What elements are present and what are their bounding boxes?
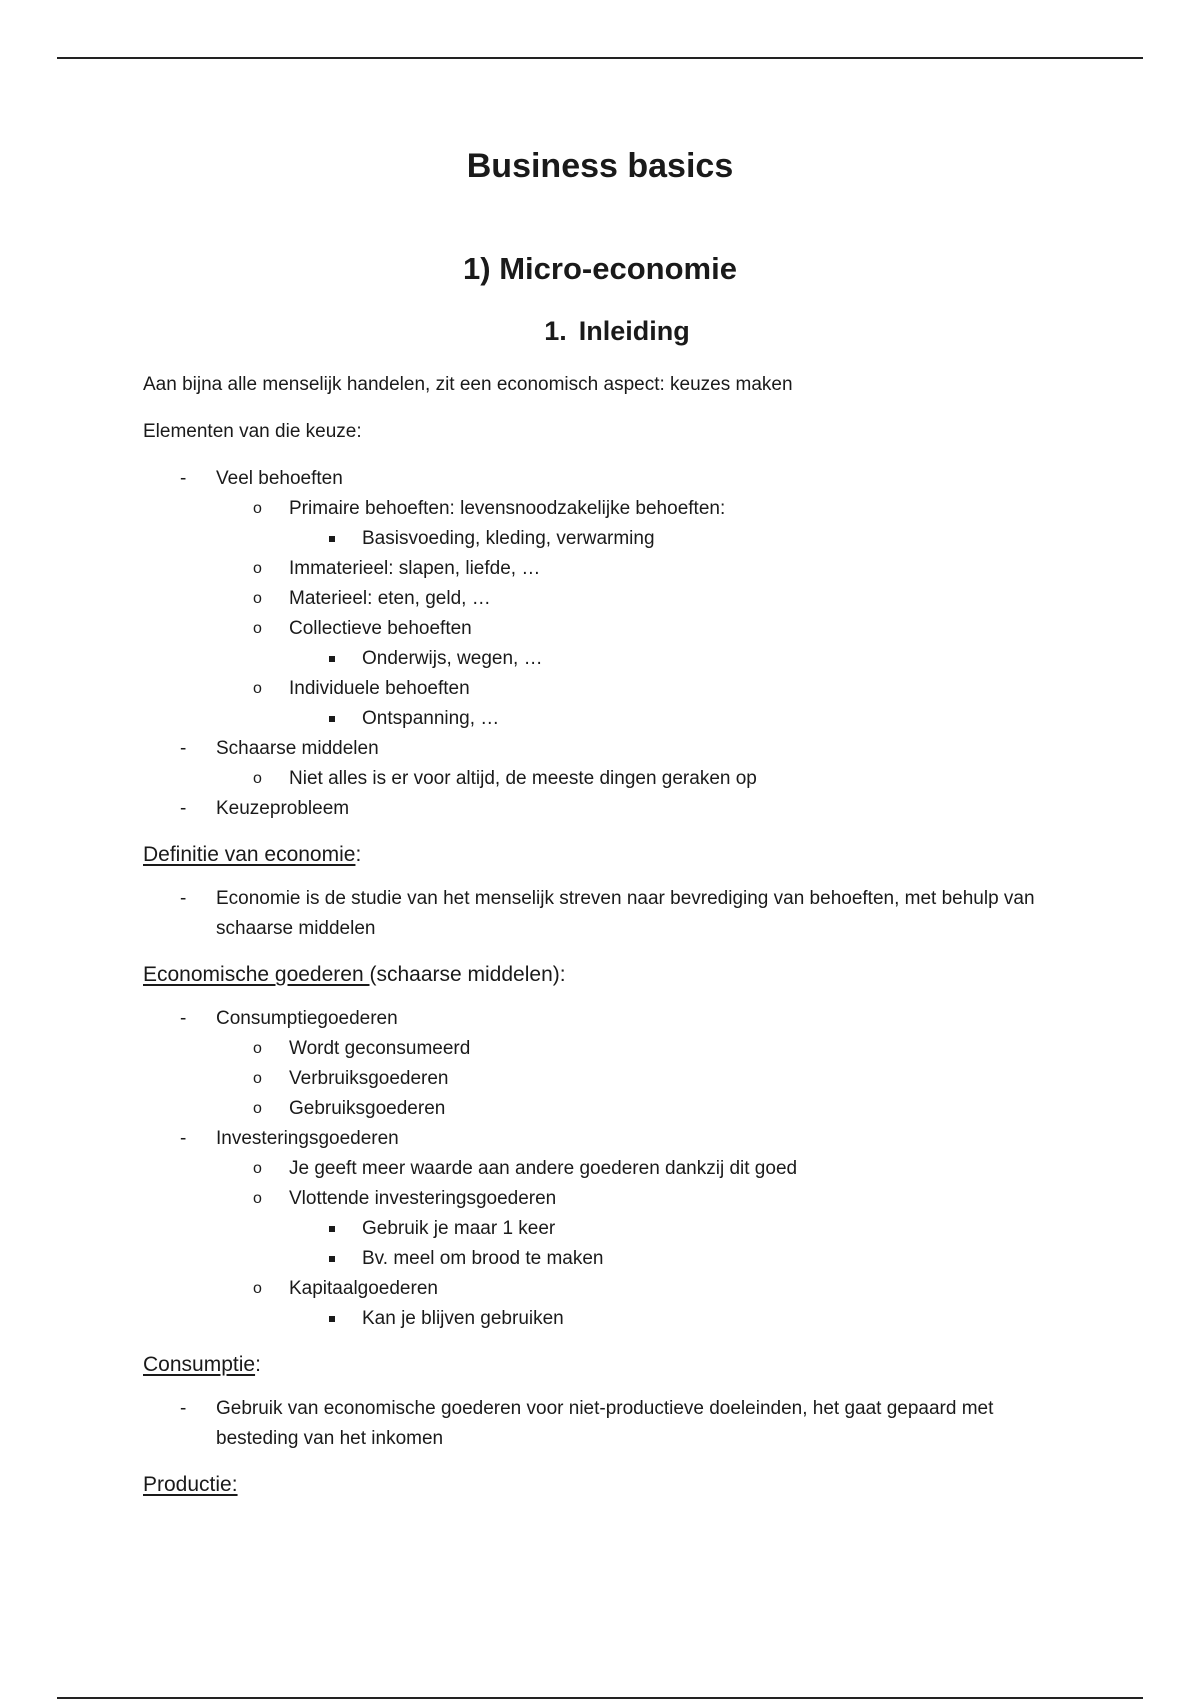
list-item-text: Veel behoeften <box>216 468 343 489</box>
sublist <box>143 1154 1063 1334</box>
square-bullet <box>329 656 335 662</box>
list-item-text: Consumptiegoederen <box>216 1008 398 1029</box>
document-title: Business basics <box>466 147 734 185</box>
dash-bullet: - <box>180 468 187 489</box>
goederen-heading-suffix: (schaarse middelen): <box>369 963 566 986</box>
circle-bullet: o <box>253 1280 262 1297</box>
list-item-text: Economie is de studie van het menselijk streven naar bevrediging van behoeften, met behulp van schaarse middelen <box>216 888 1035 939</box>
heading-colon: : <box>355 843 362 866</box>
list-item <box>289 1244 1063 1274</box>
dash-bullet: - <box>180 888 187 909</box>
circle-bullet: o <box>253 1190 262 1207</box>
list-item-text: Immaterieel: slapen, liefde, … <box>289 558 541 579</box>
goederen-heading <box>143 960 1063 990</box>
elements-intro: Elementen van die keuze: <box>143 421 362 442</box>
dash-bullet: - <box>180 1128 187 1149</box>
definitie-list <box>143 884 1063 944</box>
section-number: 1. <box>544 316 567 346</box>
list-item-text: Basisvoeding, kleding, verwarming <box>362 528 655 549</box>
list-item-text: Individuele behoeften <box>289 678 470 699</box>
sublist <box>216 644 1063 674</box>
list-item-text: Verbruiksgoederen <box>289 1068 449 1089</box>
sublist <box>216 524 1063 554</box>
list-item <box>216 1154 1063 1184</box>
goederen-list <box>143 1004 1063 1334</box>
productie-heading-text: Productie: <box>143 1473 238 1496</box>
list-item-text: Gebruiksgoederen <box>289 1098 446 1119</box>
list-item-text: Kan je blijven gebruiken <box>362 1308 564 1329</box>
sublist <box>143 494 1063 734</box>
dash-bullet: - <box>180 798 187 819</box>
list-item <box>216 1094 1063 1124</box>
list-item <box>216 1274 1063 1334</box>
list-item <box>216 494 1063 554</box>
list-item-text: Vlottende investeringsgoederen <box>289 1188 557 1209</box>
dash-bullet: - <box>180 738 187 759</box>
list-item <box>143 464 1063 734</box>
list-item <box>216 764 1063 794</box>
goederen-heading-text: Economische goederen <box>143 963 370 986</box>
list-item <box>289 644 1063 674</box>
list-item-text: Materieel: eten, geld, … <box>289 588 491 609</box>
list-item-text: Keuzeprobleem <box>216 798 350 819</box>
list-item-text: Ontspanning, … <box>362 708 500 729</box>
list-item <box>216 584 1063 614</box>
intro-paragraph: Aan bijna alle menselijk handelen, zit een economisch aspect: keuzes maken <box>143 374 793 395</box>
list-item <box>289 1304 1063 1334</box>
square-bullet <box>329 1316 335 1322</box>
list-item <box>216 1064 1063 1094</box>
consumptie-heading-text: Consumptie <box>143 1353 256 1376</box>
square-bullet <box>329 716 335 722</box>
list-item <box>289 1214 1063 1244</box>
consumptie-list <box>143 1394 1063 1454</box>
list-item-text: Kapitaalgoederen <box>289 1278 438 1299</box>
list-item <box>216 1184 1063 1274</box>
section-heading <box>0 314 1200 348</box>
list-item <box>216 614 1063 674</box>
consumptie-heading <box>143 1350 1063 1380</box>
circle-bullet: o <box>253 680 262 697</box>
list-item <box>289 704 1063 734</box>
circle-bullet: o <box>253 1160 262 1177</box>
sublist <box>216 1214 1063 1274</box>
list-item <box>143 1394 1063 1454</box>
list-item <box>216 674 1063 734</box>
definitie-heading <box>143 840 1063 870</box>
square-bullet <box>329 1226 335 1232</box>
list-item <box>289 524 1063 554</box>
chapter-heading: 1) Micro-economie <box>463 251 737 286</box>
dash-bullet: - <box>180 1398 187 1419</box>
list-item <box>143 1124 1063 1334</box>
circle-bullet: o <box>253 620 262 637</box>
list-item-text: Investeringsgoederen <box>216 1128 399 1149</box>
sublist <box>143 1034 1063 1124</box>
square-bullet <box>329 536 335 542</box>
sublist <box>143 764 1063 794</box>
sublist <box>216 704 1063 734</box>
list-item <box>143 884 1063 944</box>
list-item-text: Niet alles is er voor altijd, de meeste dingen geraken op <box>289 768 757 789</box>
section-title: Inleiding <box>578 316 690 346</box>
square-bullet <box>329 1256 335 1262</box>
circle-bullet: o <box>253 1040 262 1057</box>
circle-bullet: o <box>253 500 262 517</box>
heading-colon: : <box>255 1353 261 1376</box>
circle-bullet: o <box>253 590 262 607</box>
document-body <box>143 370 1063 1514</box>
header-rule <box>57 57 1143 59</box>
list-item-text: Gebruik je maar 1 keer <box>362 1218 556 1239</box>
list-item-text: Je geeft meer waarde aan andere goederen dankzij dit goed <box>289 1158 798 1179</box>
list-item-text: Collectieve behoeften <box>289 618 472 639</box>
list-item-text: Bv. meel om brood te maken <box>362 1248 604 1269</box>
productie-heading <box>143 1470 1063 1500</box>
circle-bullet: o <box>253 1070 262 1087</box>
list-item-text: Onderwijs, wegen, … <box>362 648 543 669</box>
definitie-heading-text: Definitie van economie <box>143 843 356 866</box>
circle-bullet: o <box>253 1100 262 1117</box>
keuze-list <box>143 464 1063 824</box>
list-item <box>143 794 1063 824</box>
circle-bullet: o <box>253 560 262 577</box>
footer-rule <box>57 1697 1143 1699</box>
list-item <box>216 1034 1063 1064</box>
sublist <box>216 1304 1063 1334</box>
list-item <box>143 1004 1063 1124</box>
dash-bullet: - <box>180 1008 187 1029</box>
list-item-text: Primaire behoeften: levensnoodzakelijke behoeften: <box>289 498 726 519</box>
circle-bullet: o <box>253 770 262 787</box>
list-item-text: Gebruik van economische goederen voor niet-productieve doeleinden, het gaat gepaard met besteding van het inkomen <box>216 1398 994 1449</box>
list-item <box>216 554 1063 584</box>
list-item-text: Schaarse middelen <box>216 738 379 759</box>
list-item <box>143 734 1063 794</box>
list-item-text: Wordt geconsumeerd <box>289 1038 471 1059</box>
